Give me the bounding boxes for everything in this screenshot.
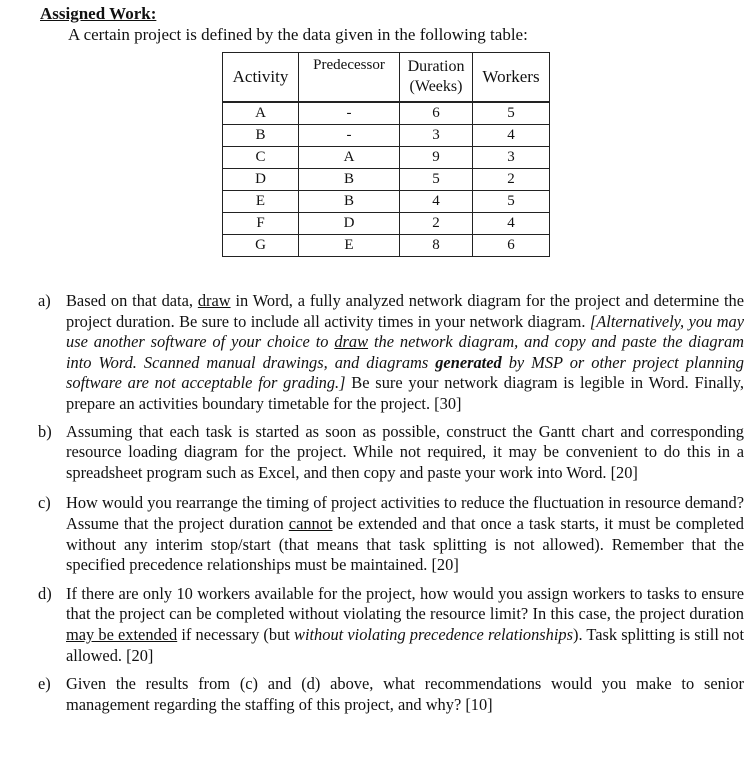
cell-activity: F (223, 213, 299, 235)
cell-workers: 4 (473, 213, 550, 235)
header-activity: Activity (223, 53, 299, 103)
text-run: How would you rearrange the timing of project activities to reduce the fluctuation in resource demand? Assume that the project duration (66, 493, 744, 533)
intro-text: A certain project is defined by the data given in the following table: (68, 25, 528, 44)
question-e-text: Given the results from (c) and (d) above, what recommendations would you make to senior management regarding the staffing of this project, and why? [10] (66, 674, 744, 714)
text-run: If there are only 10 workers available for the project, how would you assign workers to tasks to ensure that the project can be completed without violating the resource limit? In this case, the project duration (66, 583, 744, 624)
italic-underlined-text: draw (334, 332, 369, 352)
question-c-text (66, 493, 744, 574)
header-duration-unit: (Weeks) (409, 78, 463, 95)
question-marker: a) (38, 291, 51, 310)
table-row (223, 213, 550, 235)
text-run: ). Task splitting is still not allowed. [20] (66, 624, 745, 665)
cell-duration: 2 (400, 213, 473, 235)
cell-predecessor: B (299, 191, 400, 213)
cell-duration: 9 (400, 147, 473, 169)
question-marker: b) (38, 421, 52, 441)
cell-predecessor: A (299, 147, 400, 169)
question-e (38, 674, 744, 715)
cell-duration: 4 (400, 191, 473, 213)
cell-workers: 2 (473, 169, 550, 191)
cell-duration: 6 (400, 102, 473, 125)
italic-text: the network diagram, and copy and paste the diagram into Word. Scanned manual drawings, and diagrams (66, 332, 744, 372)
italic-text: by MSP or other project planning software are not acceptable for grading.] (66, 352, 744, 393)
assignment-heading: Assigned Work: (40, 4, 157, 23)
underlined-text: draw (197, 291, 231, 310)
question-d-text (66, 584, 744, 665)
question-b-text: Assuming that each task is started as soon as possible, construct the Gantt chart and corresponding resource loading diagram for the project. While not required, it may be convenient to do this in a spreadsheet program such as Excel, and then copy and paste your work into Word. [20] (66, 421, 744, 482)
cell-activity: D (223, 169, 299, 191)
italic-text: without violating precedence relationships (294, 624, 573, 644)
bold-italic-text: generated (435, 352, 502, 372)
cell-predecessor: B (299, 169, 400, 191)
cell-activity: E (223, 191, 299, 213)
underlined-text: may be extended (66, 624, 178, 644)
cell-duration: 3 (400, 125, 473, 147)
text-run: in Word, a fully analyzed network diagram for the project and determine the project duration. Be sure to include all activity times in your network diagram. (66, 291, 745, 331)
table-row (223, 147, 550, 169)
cell-activity: B (223, 125, 299, 147)
text-run: Be sure your network diagram is legible in Word. Finally, prepare an activities boundary timetable for the project. [30] (66, 373, 744, 413)
question-list (38, 291, 744, 715)
table-row (223, 191, 550, 213)
cell-predecessor: D (299, 213, 400, 235)
question-c (38, 493, 744, 575)
header-duration (400, 53, 473, 103)
cell-workers: 6 (473, 235, 550, 257)
cell-activity: G (223, 235, 299, 257)
cell-predecessor: - (299, 102, 400, 125)
header-predecessor: Predecessor (299, 53, 400, 103)
question-a-text (66, 291, 744, 413)
text-run: Based on that data, (66, 291, 198, 310)
question-marker: d) (38, 583, 52, 603)
cell-activity: C (223, 147, 299, 169)
table-row (223, 125, 550, 147)
cell-workers: 5 (473, 102, 550, 125)
text-run: if necessary (but (177, 624, 295, 644)
question-marker: e) (38, 674, 51, 694)
table-row (223, 169, 550, 191)
project-table (222, 52, 550, 257)
cell-activity: A (223, 102, 299, 125)
question-marker: c) (38, 493, 51, 513)
cell-predecessor: E (299, 235, 400, 257)
table-row (223, 102, 550, 125)
underlined-text: cannot (288, 513, 333, 533)
cell-workers: 5 (473, 191, 550, 213)
cell-workers: 4 (473, 125, 550, 147)
italic-text: [Alternatively, you may use another software of your choice to (66, 311, 744, 352)
cell-duration: 5 (400, 169, 473, 191)
cell-workers: 3 (473, 147, 550, 169)
header-duration-label: Duration (407, 58, 465, 75)
text-run: be extended and that once a task starts, it must be completed without any interim stop/start (that means that task splitting is not allowed). Remember that the specified precedence relationships must be maintained. [20] (66, 513, 744, 575)
table-row (223, 235, 550, 257)
cell-duration: 8 (400, 235, 473, 257)
question-b (38, 422, 744, 484)
header-workers: Workers (473, 53, 550, 103)
question-a (38, 291, 744, 415)
cell-predecessor: - (299, 125, 400, 147)
table-header-row (223, 53, 550, 103)
question-d (38, 584, 744, 666)
